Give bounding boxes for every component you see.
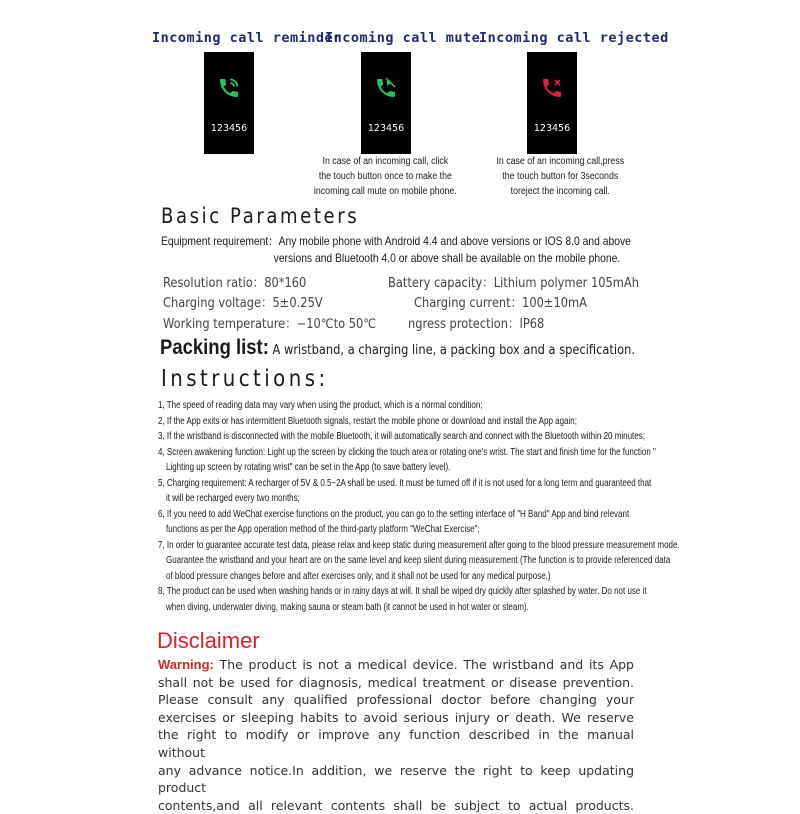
instruction-line: of blood pressure changes before and after exercises only, and it shall not be used for any medical purpose.) — [166, 570, 551, 582]
param-battery: Battery capacity：Lithium polymer 105mAh — [388, 276, 640, 291]
call-mute-screen — [361, 52, 411, 154]
phone-reject-icon — [540, 76, 564, 100]
packing-list-text: A wristband, a charging line, a packing box and a specification. — [268, 343, 635, 358]
disclaimer-text: Warning: The product is not a medical device. The wristband and its App shall not be used for diagnosis, medical treatment or disease prevention. Please consult any qualified professional doctor before changing your exercises or sleeping habits to avoid serious injury or death. We reserve the right to modify or improve any function described in the manual without any advance notice.In addition, we reserve the right to keep updating product contents,and all relevant contents shall be subject to actual products. — [158, 657, 634, 813]
equipment-requirement: Equipment requirement：Any mobile phone with Android 4.4 and above versions or IOS 8.0 and above versions and Bluetooth 4.0 or above shall be available on the mobile phone. — [161, 234, 631, 265]
warning-label: Warning: — [158, 657, 214, 672]
param-charging-current: Charging current：100±10mA — [414, 296, 588, 311]
disclaimer-heading: Disclaimer — [157, 628, 260, 653]
instructions-list — [158, 398, 680, 615]
call-rejected-screen — [527, 52, 577, 154]
basic-parameters-heading: Basic Parameters — [161, 204, 360, 228]
instruction-line: 6, If you need to add WeChat exercise functions on the product, you can go to the setting interface of "H Band" App and bind relevant — [158, 508, 630, 520]
call-mute-title: Incoming call mute — [325, 30, 481, 46]
instruction-line: Guarantee the wristband and your heart are on the same level and keep silent during measurement (The function is to provide referenced data — [166, 555, 671, 566]
call-rejected-title: Incoming call rejected — [479, 30, 669, 46]
instruction-line: 8, The product can be used when washing hands or in rainy days at will. It shall be wiped dry quickly after splashed by water. Do not use it — [158, 586, 647, 597]
instruction-line: it will be recharged every two months; — [166, 493, 300, 504]
param-working-temperature: Working temperature：−10℃to 50℃ — [163, 317, 377, 332]
call-reminder-title: Incoming call reminder — [152, 30, 342, 46]
instruction-line: 3, If the wristband is disconnected with the mobile Bluetooth, it will automatically search and connect with the Bluetooth within 20 minutes; — [158, 431, 645, 442]
call-rejected-note: In case of an incoming call,press the touch button for 3seconds toreject the incoming call. — [496, 156, 625, 197]
instruction-line: 5, Charging requirement: A recharger of 5V & 0.5~2A shall be used. It must be turned off if it is not used for a long term and guaranteed that — [158, 477, 652, 489]
caller-number: 123456 — [367, 123, 405, 134]
packing-list-label: Packing list: — [160, 336, 269, 359]
instructions-heading: Instructions: — [161, 366, 329, 392]
call-reminder-screen — [204, 52, 254, 154]
param-charging-voltage: Charging voltage：5±0.25V — [163, 296, 323, 311]
instruction-line: 1, The speed of reading data may vary when using the product, which is a normal condition; — [158, 400, 483, 411]
param-ingress-protection: ngress protection：IP68 — [408, 317, 545, 332]
instruction-line: 4, Screen awakening function: Light up the screen by clicking the touch area or rotating one's wrist. The start and finish time for the function " — [158, 446, 656, 458]
instruction-line: 7, In order to guarantee accurate test data, please relax and keep static during measurement after going to the blood pressure measurement mode. — [158, 539, 680, 551]
phone-mute-icon — [374, 76, 398, 100]
instruction-line: 2, If the App exits or has intermittent Bluetooth signals, restart the mobile phone or download and install the App again; — [158, 415, 577, 427]
caller-number: 123456 — [533, 123, 571, 134]
instruction-line: when diving, underwater diving, making sauna or steam bath (it cannot be used in hot water or steam). — [166, 601, 529, 613]
instruction-line: functions as per the App operation method of the third-party platform "WeChat Exercise"; — [166, 524, 480, 535]
param-resolution: Resolution ratio：80*160 — [163, 276, 307, 291]
packing-list — [160, 336, 635, 360]
instruction-line: Lighting up screen by rotating wrist" can be set in the App (to save battery level). — [166, 462, 451, 473]
call-mute-note: In case of an incoming call, click the touch button once to make the incoming call mute on mobile phone. — [313, 156, 457, 197]
phone-answer-icon — [217, 76, 241, 100]
caller-number: 123456 — [210, 123, 248, 134]
